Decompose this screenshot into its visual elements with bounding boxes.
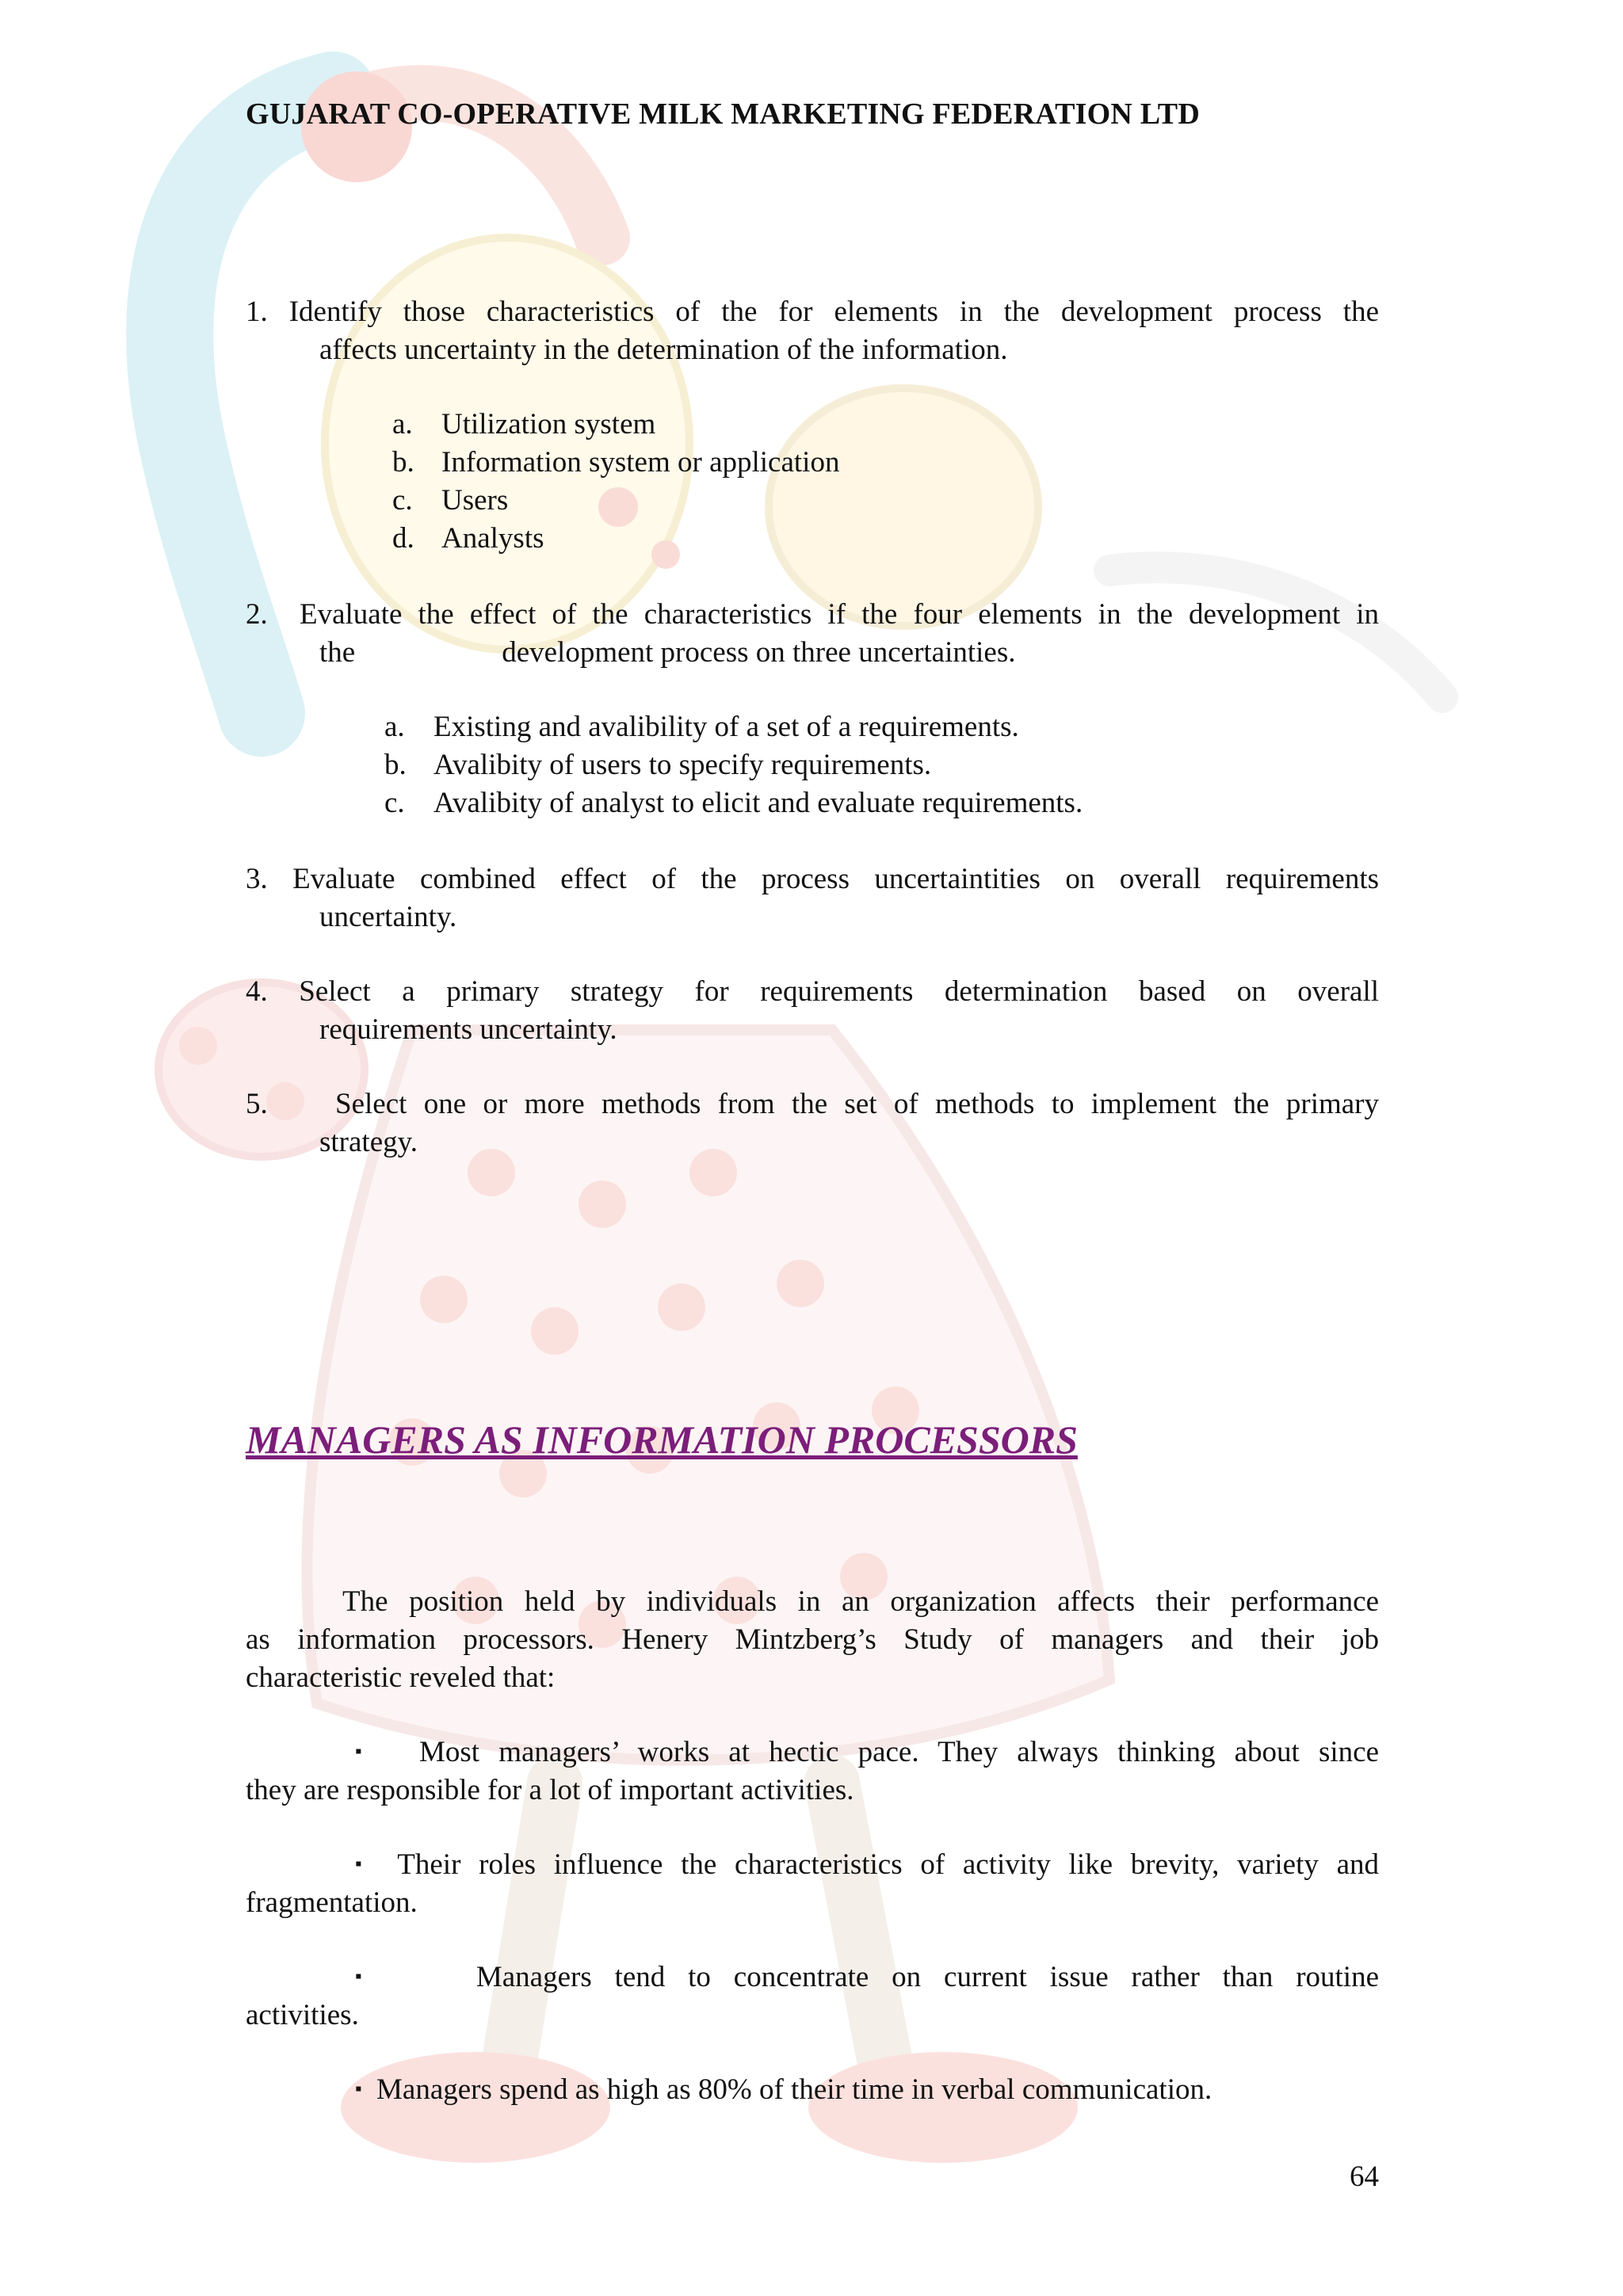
list-letter: b. bbox=[392, 446, 414, 479]
bullet-item-2 bbox=[246, 1846, 1379, 1886]
bullet-item-2-line2: fragmentation. bbox=[246, 1886, 418, 1919]
list-item bbox=[392, 520, 544, 558]
step-text: the bbox=[319, 636, 356, 669]
step-2-line2 bbox=[319, 634, 1016, 672]
list-letter: a. bbox=[384, 711, 405, 743]
intro-line2: as information processors. Henery Mintzberg’s Study of managers and their job bbox=[246, 1623, 1379, 1656]
bullet-text: Most managers’ works at hectic pace. They always thinking about since bbox=[418, 1736, 1380, 1768]
step-2-line1 bbox=[246, 596, 1379, 634]
step-4-line1 bbox=[246, 973, 1379, 1011]
step-number: 5. bbox=[246, 1088, 268, 1120]
list-text: Users bbox=[441, 484, 509, 517]
list-letter: d. bbox=[392, 522, 414, 555]
list-item bbox=[392, 406, 655, 444]
list-item bbox=[384, 746, 931, 784]
step-text: Select one or more methods from the set of methods to implement the primary bbox=[335, 1088, 1379, 1120]
step-text: Identify those characteristics of the for elements in the development process the bbox=[288, 296, 1380, 328]
step-5-line2: strategy. bbox=[319, 1126, 418, 1158]
list-text: Information system or application bbox=[441, 446, 840, 479]
list-item bbox=[384, 784, 1083, 822]
section-title: MANAGERS AS INFORMATION PROCESSORS bbox=[246, 1417, 1078, 1462]
bullet-text: Managers spend as high as 80% of their time in verbal communication. bbox=[376, 2073, 1212, 2106]
bullet-text: Their roles influence the characteristics of activity like brevity, variety and bbox=[397, 1848, 1379, 1881]
list-letter: c. bbox=[384, 787, 405, 819]
step-text: development process on three uncertainties. bbox=[502, 636, 1016, 669]
step-text: Evaluate combined effect of the process uncertaintities on overall requirements bbox=[292, 863, 1380, 895]
list-text: Utilization system bbox=[441, 408, 656, 441]
list-text: Existing and avalibility of a set of a requirements. bbox=[433, 711, 1019, 743]
step-5-line1 bbox=[246, 1085, 1379, 1123]
list-item bbox=[392, 444, 839, 482]
step-number: 3. bbox=[246, 863, 268, 895]
step-1-line2: affects uncertainty in the determination of the information. bbox=[319, 334, 1008, 366]
bullet-item-3 bbox=[246, 1958, 1379, 1999]
bullet-icon: ▪ bbox=[355, 1741, 362, 1762]
step-text: Select a primary strategy for requirements determination based on overall bbox=[299, 975, 1379, 1008]
document-header: GUJARAT CO-OPERATIVE MILK MARKETING FEDERATION LTD bbox=[246, 97, 1200, 131]
intro-line3: characteristic reveled that: bbox=[246, 1661, 556, 1694]
step-1-line1 bbox=[246, 293, 1379, 331]
list-letter: a. bbox=[392, 408, 413, 441]
list-item bbox=[392, 482, 508, 520]
bullet-icon: ▪ bbox=[355, 2078, 362, 2100]
list-letter: c. bbox=[392, 484, 413, 517]
paragraph-text: The position held by individuals in an organization affects their performance bbox=[342, 1585, 1379, 1618]
bullet-item-3-line2: activities. bbox=[246, 1999, 359, 2031]
list-letter: b. bbox=[384, 749, 407, 781]
step-4-line2: requirements uncertainty. bbox=[319, 1013, 617, 1046]
intro-line1 bbox=[246, 1583, 1379, 1621]
step-number: 2. bbox=[246, 598, 268, 631]
list-item bbox=[384, 708, 1019, 746]
bullet-icon: ▪ bbox=[355, 1853, 362, 1875]
step-3-line2: uncertainty. bbox=[319, 901, 457, 933]
list-text: Avalibity of users to specify requirements. bbox=[433, 749, 932, 781]
bullet-item-1-line2: they are responsible for a lot of important activities. bbox=[246, 1774, 854, 1806]
bullet-text: Managers tend to concentrate on current issue rather than routine bbox=[475, 1961, 1380, 1993]
bullet-item-1 bbox=[246, 1733, 1379, 1774]
bullet-icon: ▪ bbox=[355, 1966, 362, 1987]
list-text: Analysts bbox=[441, 522, 544, 555]
step-3-line1 bbox=[246, 860, 1379, 898]
step-number: 1. bbox=[246, 296, 268, 328]
list-text: Avalibity of analyst to elicit and evaluate requirements. bbox=[433, 787, 1083, 819]
bullet-item-4 bbox=[246, 2071, 1379, 2111]
page-number: 64 bbox=[1350, 2161, 1379, 2193]
step-text: Evaluate the effect of the characteristics if the four elements in the development in bbox=[299, 598, 1380, 631]
step-number: 4. bbox=[246, 975, 268, 1008]
